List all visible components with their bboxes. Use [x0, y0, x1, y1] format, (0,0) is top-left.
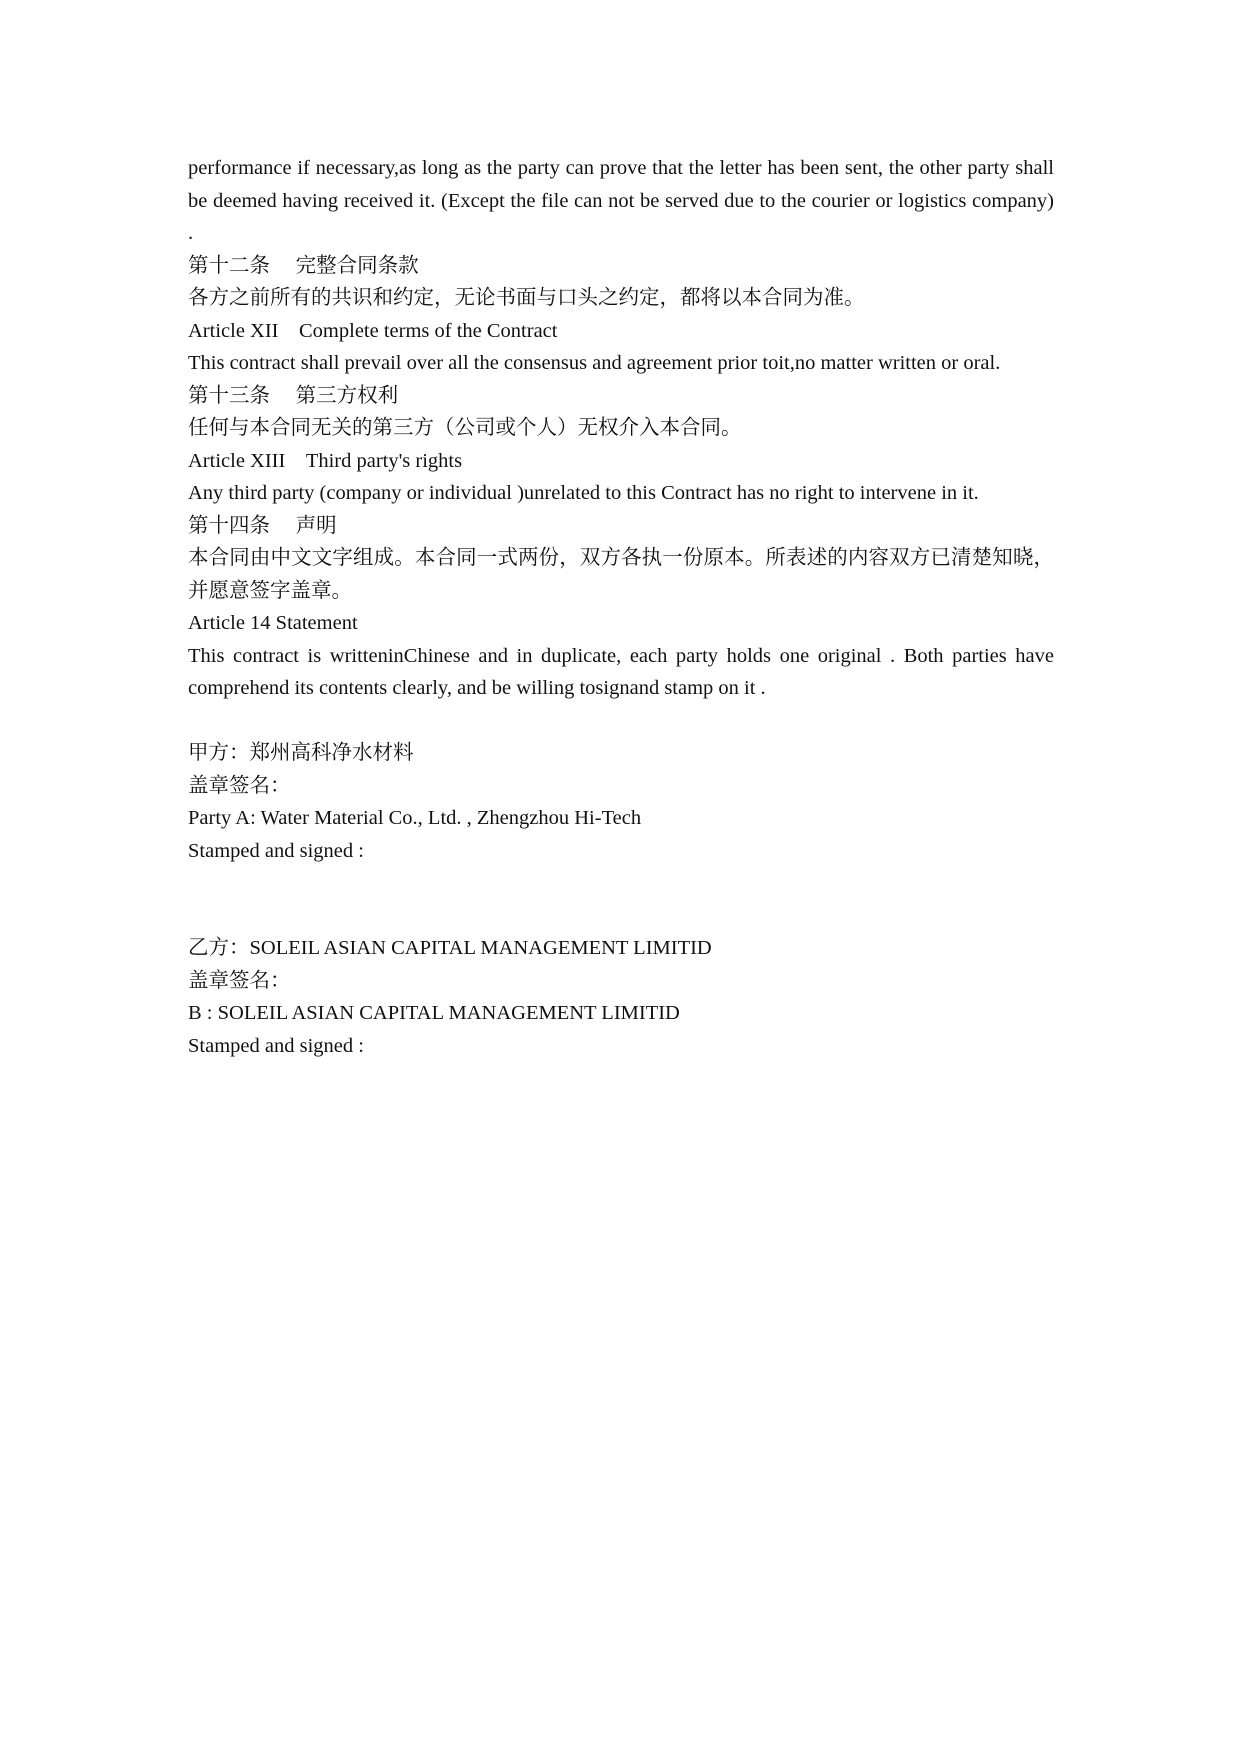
party-b-en-name: B : SOLEIL ASIAN CAPITAL MANAGEMENT LIMITID: [188, 1002, 680, 1024]
article-13: [188, 380, 1054, 510]
party-b-cn-name: 乙方：SOLEIL ASIAN CAPITAL MANAGEMENT LIMITID: [188, 937, 712, 959]
spacer: [188, 867, 1054, 932]
article-14: [188, 510, 1054, 705]
article-12: [188, 250, 1054, 380]
article-14-cn-body: 本合同由中文文字组成。本合同一式两份，双方各执一份原本。所表述的内容双方已清楚知晓，并愿意签字盖章。: [188, 547, 1054, 602]
intro-paragraph: performance if necessary,as long as the party can prove that the letter has been sent, the other party shall be deemed having received it. (Except the file can not be served due to the courier or logistics company) .: [188, 157, 1054, 244]
article-12-en-body: This contract shall prevail over all the consensus and agreement prior toit,no matter written or oral.: [188, 352, 1001, 374]
party-b-en-sign-label: Stamped and signed :: [188, 1034, 364, 1057]
party-b-cn-sign-label: 盖章签名：: [188, 969, 291, 992]
article-13-cn-body: 任何与本合同无关的第三方（公司或个人）无权介入本合同。: [188, 417, 742, 439]
article-13-cn-heading: 第十三条 第三方权利: [188, 384, 399, 407]
spacer: [188, 705, 1054, 738]
party-b-signature-block: [188, 932, 1054, 1062]
article-12-cn-body: 各方之前所有的共识和约定，无论书面与口头之约定，都将以本合同为准。: [188, 287, 865, 309]
article-12-en-heading: Article XII Complete terms of the Contract: [188, 319, 558, 342]
article-14-en-body: This contract is writteninChinese and in duplicate, each party holds one original . Both parties have comprehend its contents clearly, and be willing tosignand stamp on it .: [188, 644, 1054, 699]
article-13-en-body: Any third party (company or individual )unrelated to this Contract has no right to intervene in it.: [188, 482, 979, 504]
article-13-en-heading: Article XIII Third party's rights: [188, 449, 463, 472]
article-14-cn-heading: 第十四条 声明: [188, 514, 337, 537]
article-14-en-heading: Article 14 Statement: [188, 612, 358, 634]
party-a-cn-name: 甲方：郑州高科净水材料: [188, 742, 414, 764]
party-a-cn-sign-label: 盖章签名：: [188, 774, 291, 797]
party-a-en-sign-label: Stamped and signed :: [188, 839, 364, 862]
party-a-en-name: Party A: Water Material Co., Ltd. , Zhengzhou Hi-Tech: [188, 807, 642, 829]
article-12-cn-heading: 第十二条 完整合同条款: [188, 254, 419, 277]
party-a-signature-block: [188, 737, 1054, 867]
contract-page: [188, 152, 1054, 1062]
